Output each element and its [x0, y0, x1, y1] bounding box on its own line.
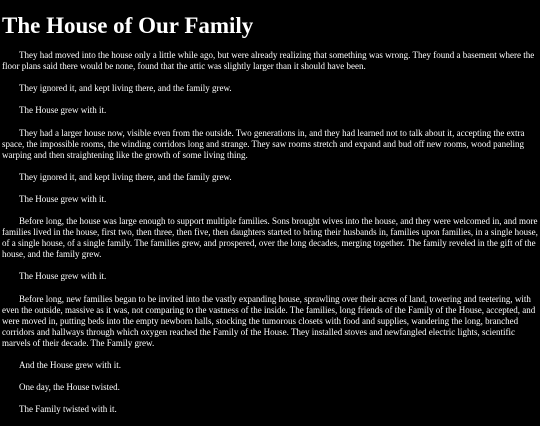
story-paragraph: And the House grew with it.: [19, 359, 121, 370]
story-paragraph: The Family twisted with it.: [19, 404, 117, 415]
story-paragraph: Before long, new families began to be invited into the vastly expanding house, sprawling over their acres of land, towering and teetering, with even the outside, massive as it was, not comparing to the vastness of the inside. The families, long friends of the Family of the House, accepted, and were moved in, putting beds into the empty newborn halls, stocking the tumorous closets with food and supplies, wandering the long, branched corridors and hallways through which oxygen reached the Family of the House. They installed stoves and newfangled electric lights, scientific marvels of their decade. The Family grew.: [2, 293, 536, 348]
story-paragraph: The House grew with it.: [19, 271, 107, 282]
story-paragraph: They ignored it, and kept living there, and the family grew.: [19, 171, 232, 182]
story-paragraph: One day, the House twisted.: [19, 381, 120, 392]
story-paragraph: Before long, the house was large enough to support multiple families. Sons brought wives into the house, and they were welcomed in, and more families lived in the house, first two, then three, then five, then daughters started to bring their husbands in, families upon families, in a single house, of a single house, of a single family. The families grew, and prospered, over the long decades, merging together. The family reveled in the gift of the house, and the family grew.: [2, 216, 538, 260]
story-title: The House of Our Family: [2, 13, 254, 38]
story-paragraph: They ignored it, and kept living there, and the family grew.: [19, 83, 232, 94]
story-paragraph: They had moved into the house only a little while ago, but were already realizing that something was wrong. They found a basement where the floor plans said there would be none, found that the attic was slightly larger than it should have been.: [2, 50, 535, 71]
story-paragraph: The House grew with it.: [19, 193, 107, 204]
story-paragraph: They had a larger house now, visible even from the outside. Two generations in, and they had learned not to talk about it, accepting the extra space, the impossible rooms, the winding corridors long and strange. They saw rooms stretch and expand and bud off new rooms, wood paneling warping and then straightening like the growth of some living thing.: [2, 127, 525, 160]
story-paragraph: The House grew with it.: [19, 105, 107, 116]
story-body: [2, 50, 538, 426]
